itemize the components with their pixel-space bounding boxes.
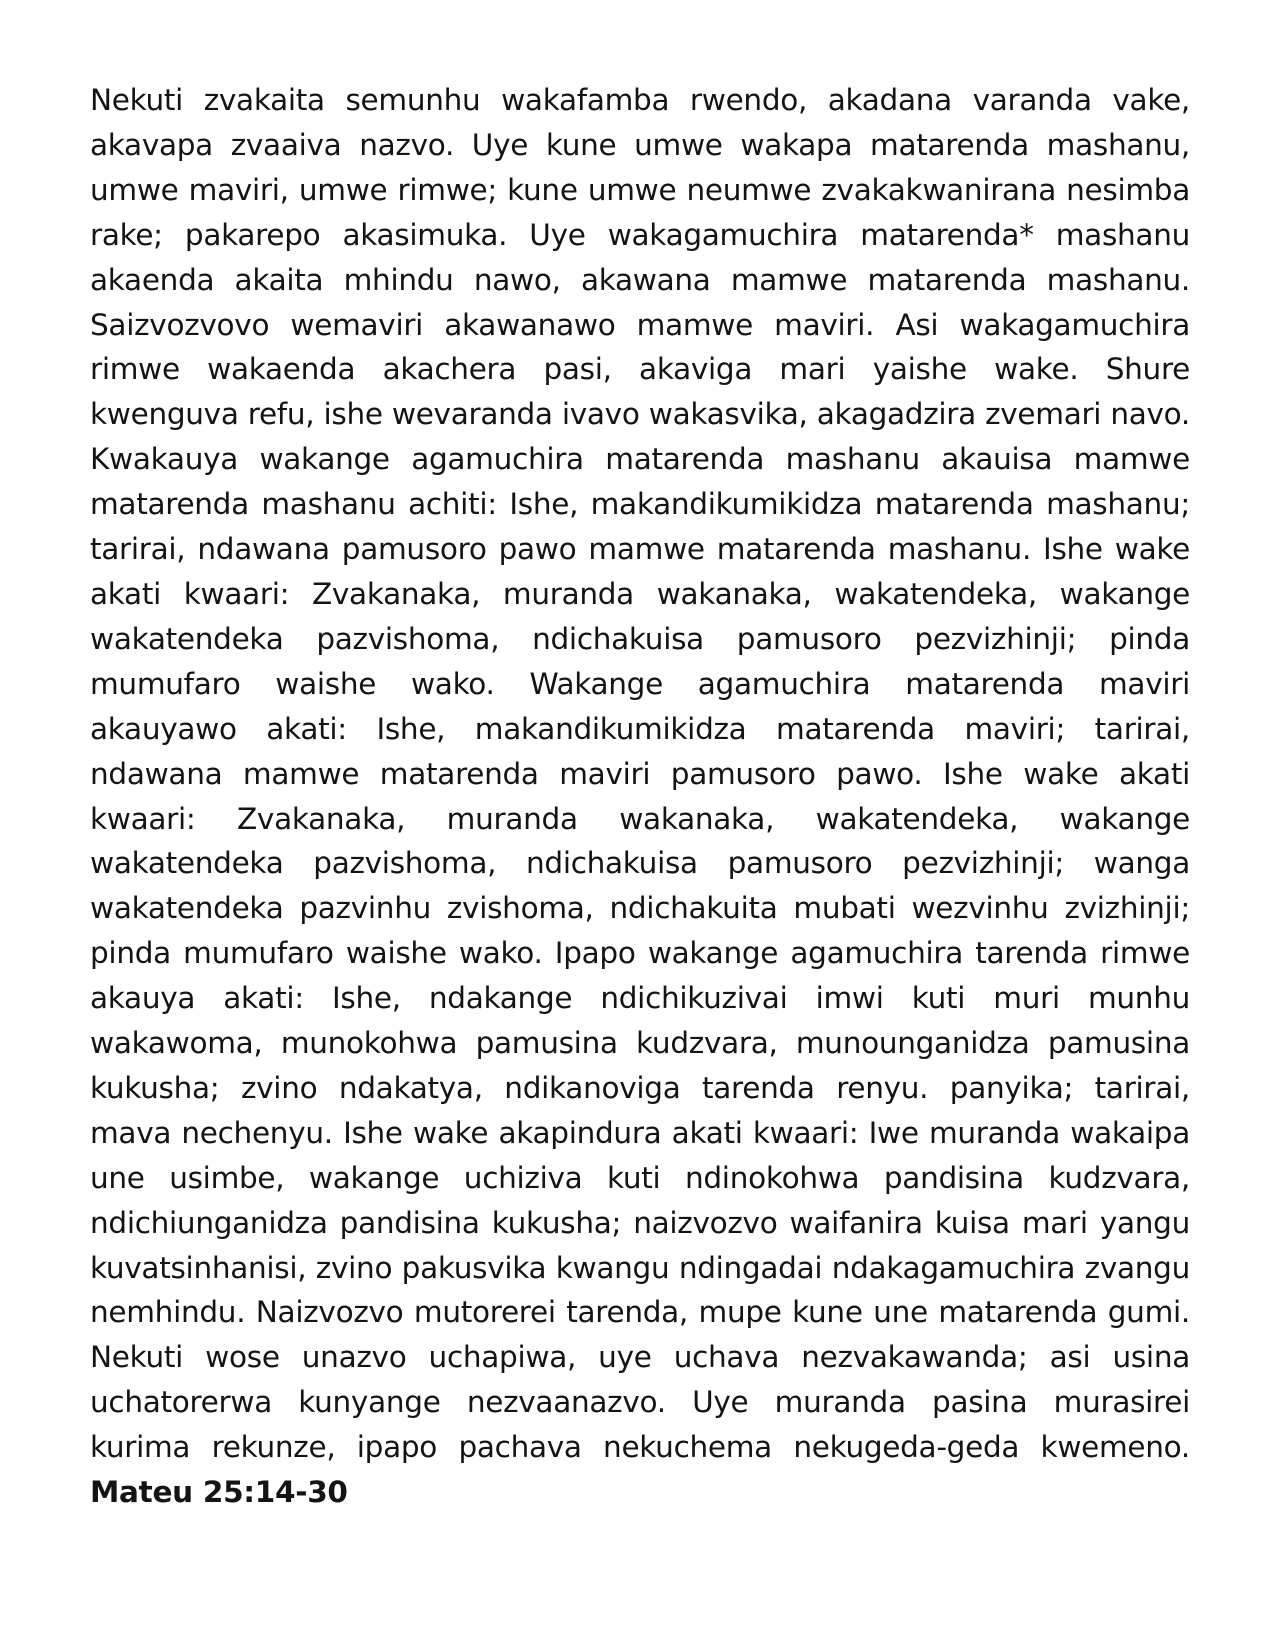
scripture-passage — [90, 78, 1190, 1515]
scripture-reference: Mateu 25:14-30 — [90, 1475, 348, 1510]
passage-text: Nekuti zvakaita semunhu wakafamba rwendo, akadana varanda vake, akavapa zvaaiva nazvo. Uye kune umwe wakapa matarenda mashanu, umwe maviri, umwe rimwe; kune umwe neumwe zvakakwanirana nesimba rake; pakarepo akasimuka. Uye wakagamuchira matarenda* mashanu akaenda akaita mhindu nawo, akawana mamwe matarenda mashanu. Saizvozvovo wemaviri akawanawo mamwe maviri. Asi wakagamuchira rimwe wakaenda akachera pasi, akaviga mari yaishe wake. Shure kwenguva refu, ishe wevaranda ivavo wakasvika, akagadzira zvemari navo. Kwakauya wakange agamuchira matarenda mashanu akauisa mamwe matarenda mashanu achiti: Ishe, makandikumikidza matarenda mashanu; tarirai, ndawana pamusoro pawo mamwe matarenda mashanu. Ishe wake akati kwaari: Zvakanaka, muranda wakanaka, wakatendeka, wakange wakatendeka pazvishoma, ndichakuisa pamusoro pezvizhinji; pinda mumufaro waishe wako. Wakange agamuchira matarenda maviri akauyawo akati: Ishe, makandikumikidza matarenda maviri; tarirai, ndawana mamwe matarenda maviri pamusoro pawo. Ishe wake akati kwaari: Zvakanaka, muranda wakanaka, wakatendeka, wakange wakatendeka pazvishoma, ndichakuisa pamusoro pezvizhinji; wanga wakatendeka pazvinhu zvishoma, ndichakuita mubati wezvinhu zvizhinji; pinda mumufaro waishe wako. Ipapo wakange agamuchira tarenda rimwe akauya akati: Ishe, ndakange ndichikuzivai imwi kuti muri munhu wakawoma, munokohwa pamusina kudzvara, munounganidza pamusina kukusha; zvino ndakatya, ndikanoviga tarenda renyu. panyika; tarirai, mava nechenyu. Ishe wake akapindura akati kwaari: Iwe muranda wakaipa une usimbe, wakange uchiziva kuti ndinokohwa pandisina kudzvara, ndichiunganidza pandisina kukusha; naizvozvo waifanira kuisa mari yangu kuvatsinhanisi, zvino pakusvika kwangu ndingadai ndakagamuchira zvangu nemhindu. Naizvozvo mutorerei tarenda, mupe kune une matarenda gumi. Nekuti wose unazvo uchapiwa, uye uchava nezvakawanda; asi usina uchatorerwa kunyange nezvaanazvo. Uye muranda pasina murasirei kurima rekunze, ipapo pachava nekuchema nekugeda-geda kwemeno. — [90, 83, 1190, 1465]
scripture-page — [90, 78, 1190, 1515]
